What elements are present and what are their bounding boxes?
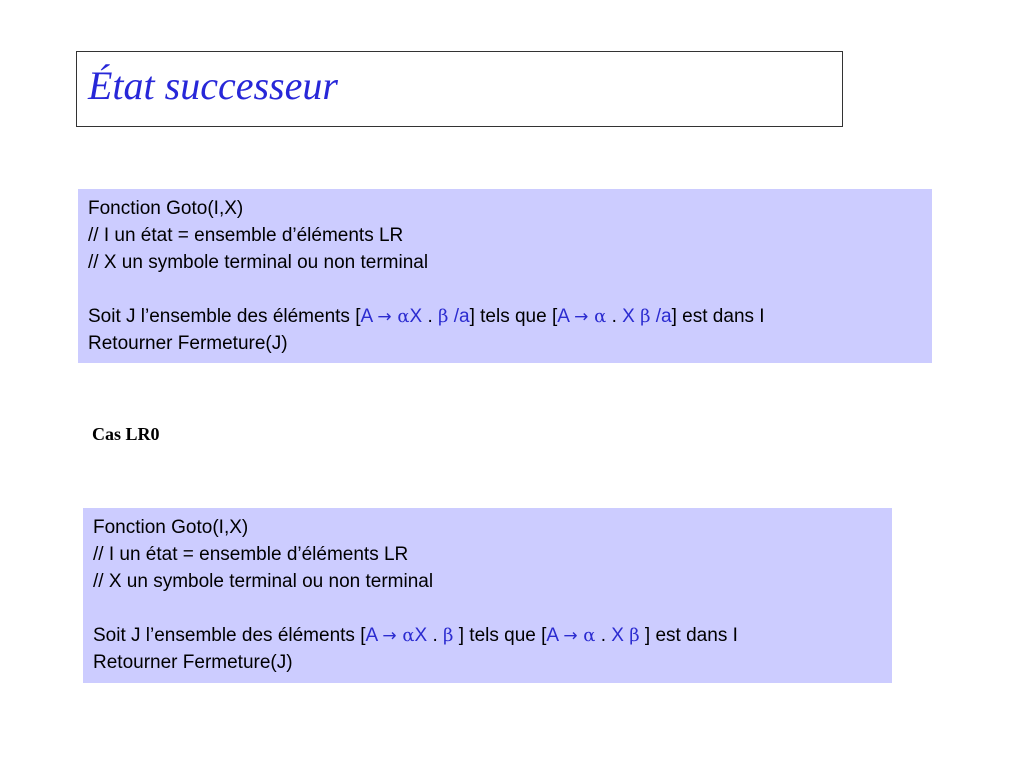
soit-suffix: ] est dans I [671,306,765,327]
comment-line-symbol: // X un symbole terminal ou non terminal [93,571,434,592]
lookahead: /a [650,306,672,327]
arrow-symbol: → [574,307,589,327]
alpha-symbol: α [396,625,415,646]
beta-symbol: β [640,306,651,327]
alpha-symbol: α [391,306,410,327]
blank-line [93,595,892,622]
soit-mid: ] tels que [ [469,306,558,327]
goto-box-lr0 [83,508,892,683]
goto-box-general [78,189,932,363]
beta-symbol: β [438,306,449,327]
item-dot: . [606,306,623,327]
soit-mid: ] tels que [ [453,625,547,646]
soit-prefix: Soit J l’ensemble des éléments [ [88,306,361,327]
return-line: Retourner Fermeture(J) [93,652,293,673]
item-lhs-a: A [360,306,378,327]
lookahead: /a [448,306,470,327]
arrow-symbol: → [377,307,392,327]
item-dot: . [422,306,439,327]
item-dot: . [427,625,444,646]
item-lhs-a: A [546,625,564,646]
blank-line [88,276,932,303]
function-signature: Fonction Goto(I,X) [88,198,244,219]
item-dot: . [595,625,612,646]
item-x: X [622,306,641,327]
item-x: X [409,306,423,327]
arrow-symbol: → [382,626,397,646]
item-x: X [611,625,630,646]
arrow-symbol: → [563,626,578,646]
item-lhs-a: A [365,625,383,646]
soit-line [88,303,932,330]
alpha-symbol: α [577,625,596,646]
return-line: Retourner Fermeture(J) [88,333,288,354]
item-lhs-a: A [557,306,575,327]
item-x: X [414,625,428,646]
beta-symbol: β [443,625,454,646]
alpha-symbol: α [588,306,607,327]
comment-line-symbol: // X un symbole terminal ou non terminal [88,252,429,273]
comment-line-state: // I un état = ensemble d’éléments LR [93,544,409,565]
title-box [76,51,843,127]
function-signature: Fonction Goto(I,X) [93,517,249,538]
beta-symbol: β [629,625,640,646]
comment-line-state: // I un état = ensemble d’éléments LR [88,225,404,246]
section-label-lr0: Cas LR0 [92,424,160,444]
soit-prefix: Soit J l’ensemble des éléments [ [93,625,366,646]
soit-line [93,622,892,649]
page-title: État successeur [88,63,338,108]
soit-suffix: ] est dans I [639,625,738,646]
